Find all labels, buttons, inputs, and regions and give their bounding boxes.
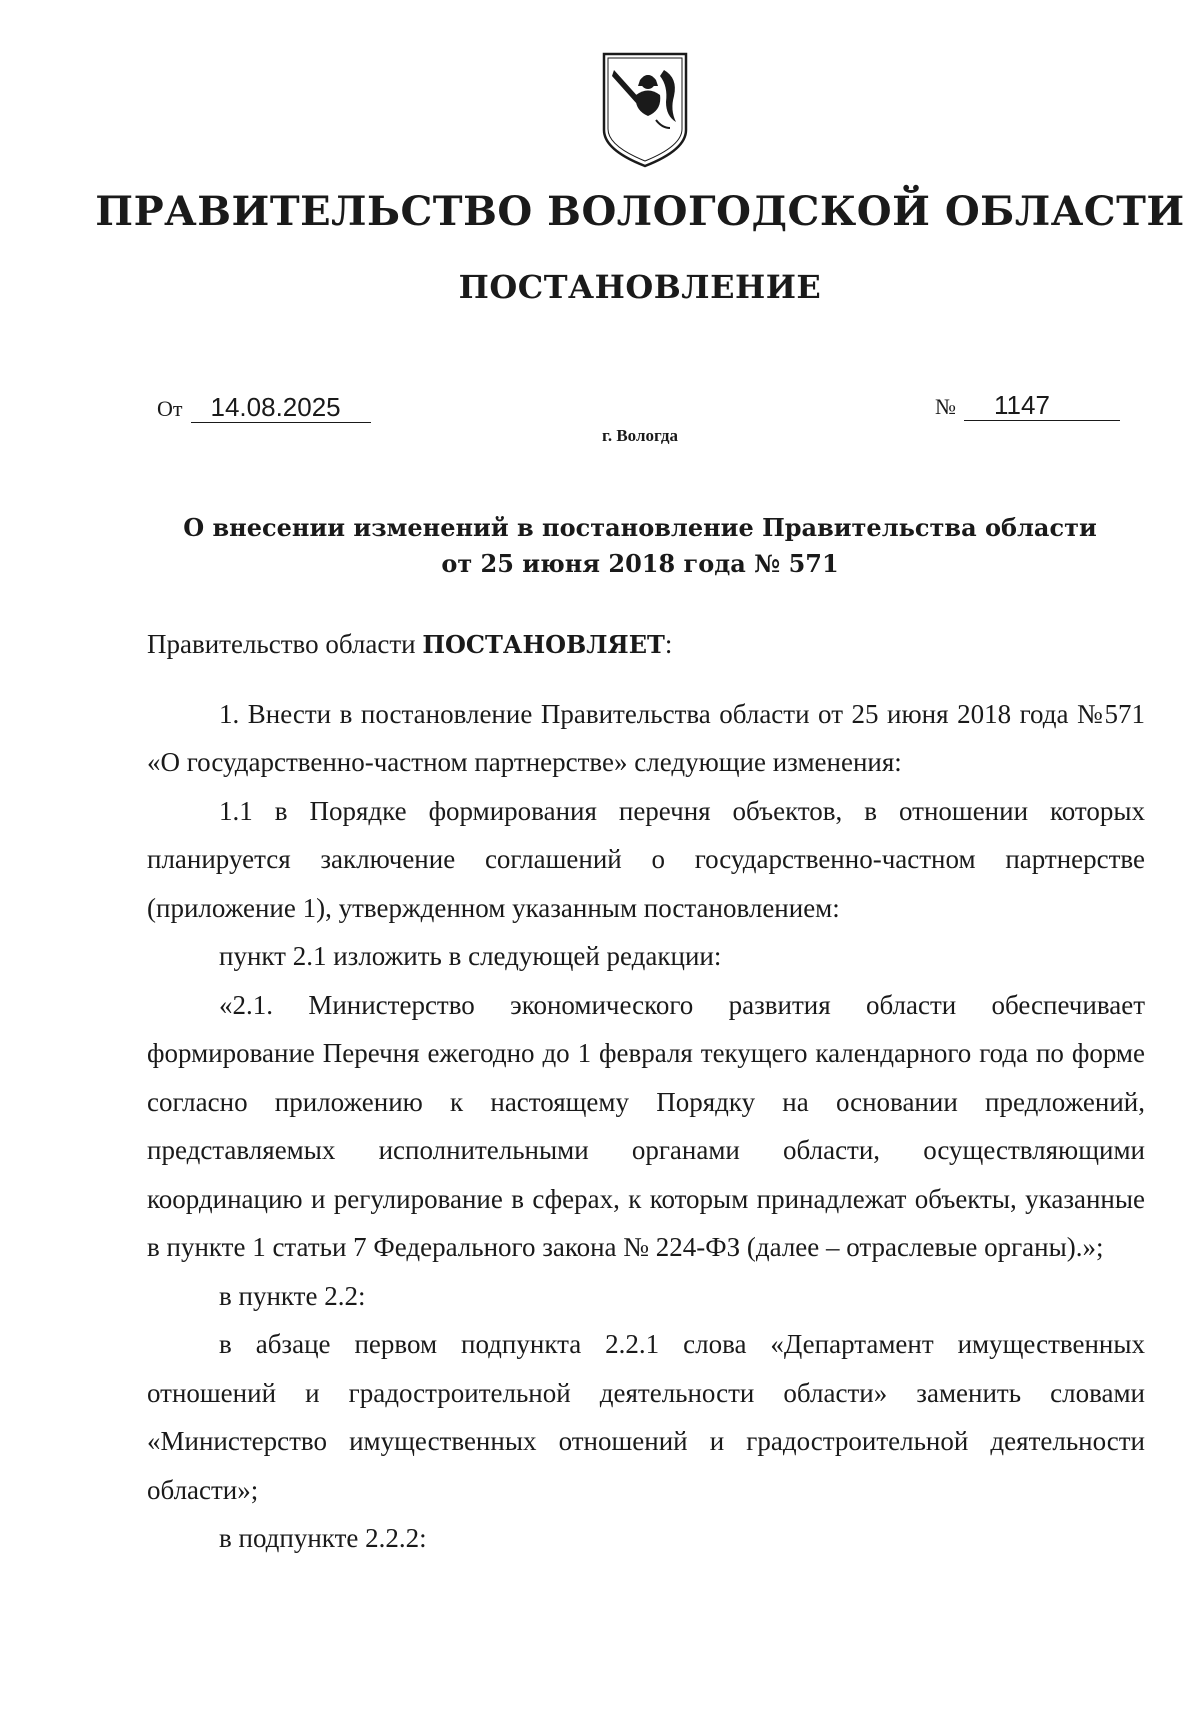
coat-of-arms-icon: [600, 50, 690, 170]
number-field: [935, 390, 1120, 421]
city: г. Вологда: [602, 426, 678, 445]
document-title: [100, 510, 1180, 582]
number-label: №: [935, 394, 956, 419]
paragraph: в пункте 2.2:: [219, 1280, 366, 1311]
organization-name: ПРАВИТЕЛЬСТВО ВОЛОГОДСКОЙ ОБЛАСТИ: [95, 188, 1185, 235]
date-label: От: [157, 396, 183, 421]
paragraph: «2.1. Министерство экономического развития области обеспечивает формирование Перечня ежегодно до 1 февраля текущего календарного года по форме согласно приложению к настоящему Порядку на основании предложений, представляемых исполнительными органами области, осуществляющими координацию и регулирование в сферах, к которым принадлежат объекты, указанные в пункте 1 статьи 7 Федерального закона № 224-ФЗ (далее – отраслевые органы).»;: [147, 989, 1145, 1262]
paragraph: в подпункте 2.2.2:: [219, 1523, 427, 1553]
preamble: [147, 620, 1145, 670]
date-field: [157, 392, 371, 423]
number-value: 1147: [964, 390, 1120, 421]
preamble-end: :: [664, 629, 673, 659]
date-value: 14.08.2025: [191, 392, 371, 423]
paragraph: пункт 2.1 изложить в следующей редакции:: [219, 941, 722, 971]
paragraph: 1.1 в Порядке формирования перечня объектов, в отношении которых планируется заключение соглашений о государственно-частном партнерстве (приложение 1), утвержденном указанным постановлением:: [147, 795, 1145, 923]
document-type: ПОСТАНОВЛЕНИЕ: [458, 268, 822, 306]
title-line-1: О внесении изменений в постановление Правительства области: [183, 513, 1097, 542]
paragraph: в абзаце первом подпункта 2.2.1 слова «Департамент имущественных отношений и градостроительной деятельности области» заменить словами «Министерство имущественных отношений и градостроительной деятельности области»;: [147, 1329, 1145, 1505]
title-line-2: от 25 июня 2018 года № 571: [441, 549, 839, 578]
preamble-bold: ПОСТАНОВЛЯЕТ: [422, 630, 665, 659]
paragraph: 1. Внести в постановление Правительства области от 25 июня 2018 года №571 «О государственно-частном партнерстве» следующие изменения:: [147, 698, 1145, 777]
document-body: [147, 620, 1145, 1563]
preamble-text: Правительство области: [147, 629, 423, 659]
